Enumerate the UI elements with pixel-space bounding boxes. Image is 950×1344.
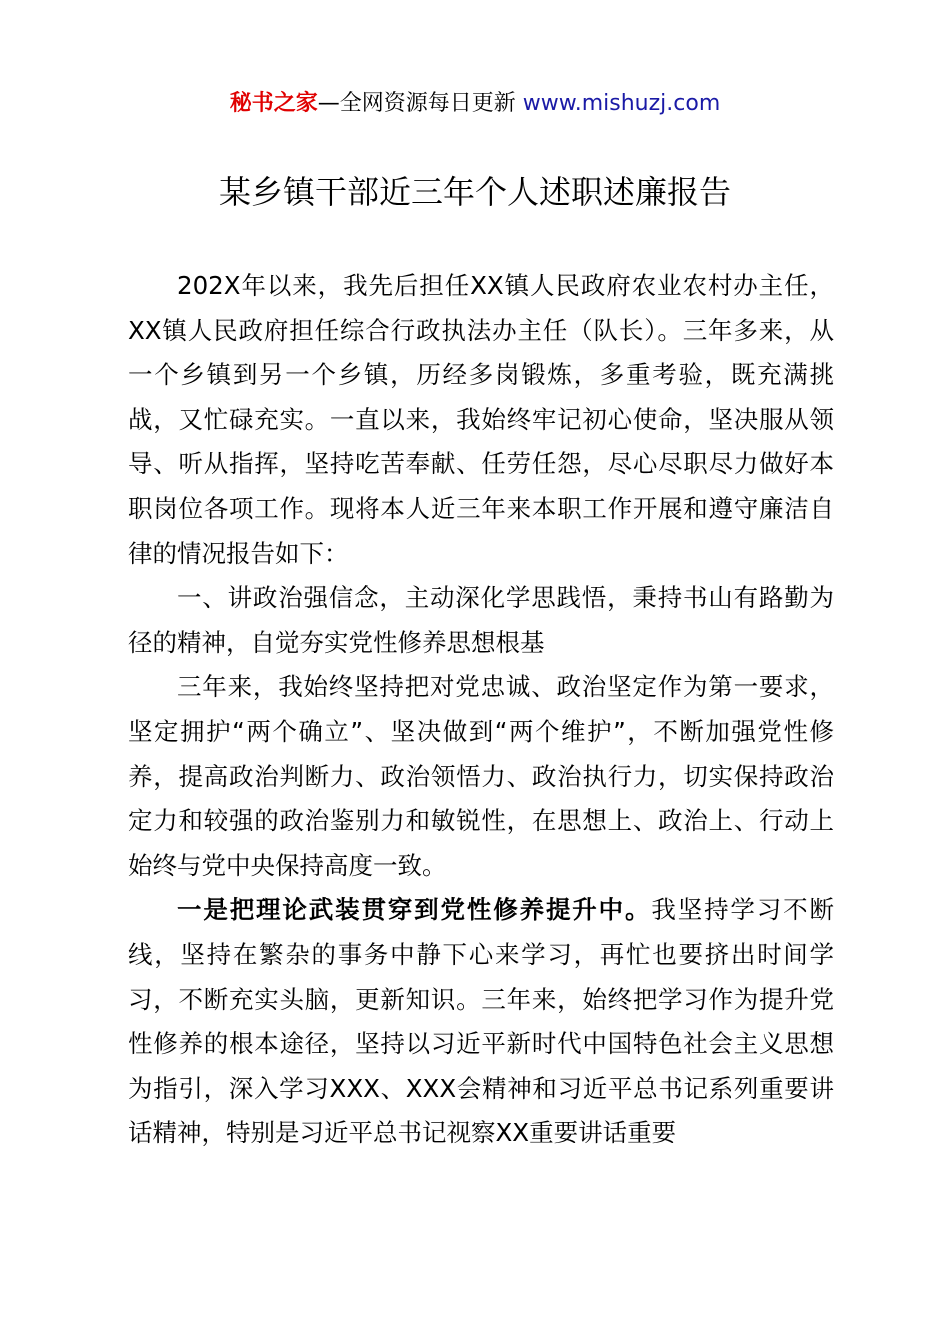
document-title: 某乡镇干部近三年个人述职述廉报告 [218, 173, 731, 211]
point-body-text: 我坚持学习不断线，坚持在繁杂的事务中静下心来学习，再忙也要挤出时间学习，不断充实头脑，更新知识。三年来，始终把学习作为提升党性修养的根本途径，坚持以习近平新时代中国特色社会主义思想为指引，深入学习XXX、XXX会精神和习近平总书记系列重要讲话精神，特别是习近平总书记视察XX重要讲话重要 [128, 895, 834, 1148]
point-paragraph [128, 888, 834, 1156]
site-url-link[interactable]: www.mishuzj.com [522, 91, 721, 116]
site-header [0, 88, 950, 120]
site-tagline: —全网资源每日更新 [317, 91, 523, 116]
section-heading: 一、讲政治强信念，主动深化学思践悟，秉持书山有路勤为径的精神，自觉夯实党性修养思想根基 [128, 583, 834, 657]
intro-paragraph: 202X年以来，我先后担任XX镇人民政府农业农村办主任，XX镇人民政府担任综合行政执法办主任（队长）。三年多来，从一个乡镇到另一个乡镇，历经多岗锻炼，多重考验，既充满挑战，又忙碌充实。一直以来，我始终牢记初心使命，坚决服从领导、听从指挥，坚持吃苦奉献、任劳任怨，尽心尽职尽力做好本职岗位各项工作。现将本人近三年来本职工作开展和遵守廉洁自律的情况报告如下： [128, 271, 834, 568]
section-body-paragraph: 三年来，我始终坚持把对党忠诚、政治坚定作为第一要求，坚定拥护“两个确立”、坚决做到“两个维护”，不断加强党性修养，提高政治判断力、政治领悟力、政治执行力，切实保持政治定力和较强的政治鉴别力和敏锐性，在思想上、政治上、行动上始终与党中央保持高度一致。 [128, 672, 834, 880]
point-lead-text: 一是把理论武装贯穿到党性修养提升中。 [177, 895, 652, 925]
document-body [128, 264, 834, 1156]
site-brand: 秘书之家 [229, 91, 318, 116]
